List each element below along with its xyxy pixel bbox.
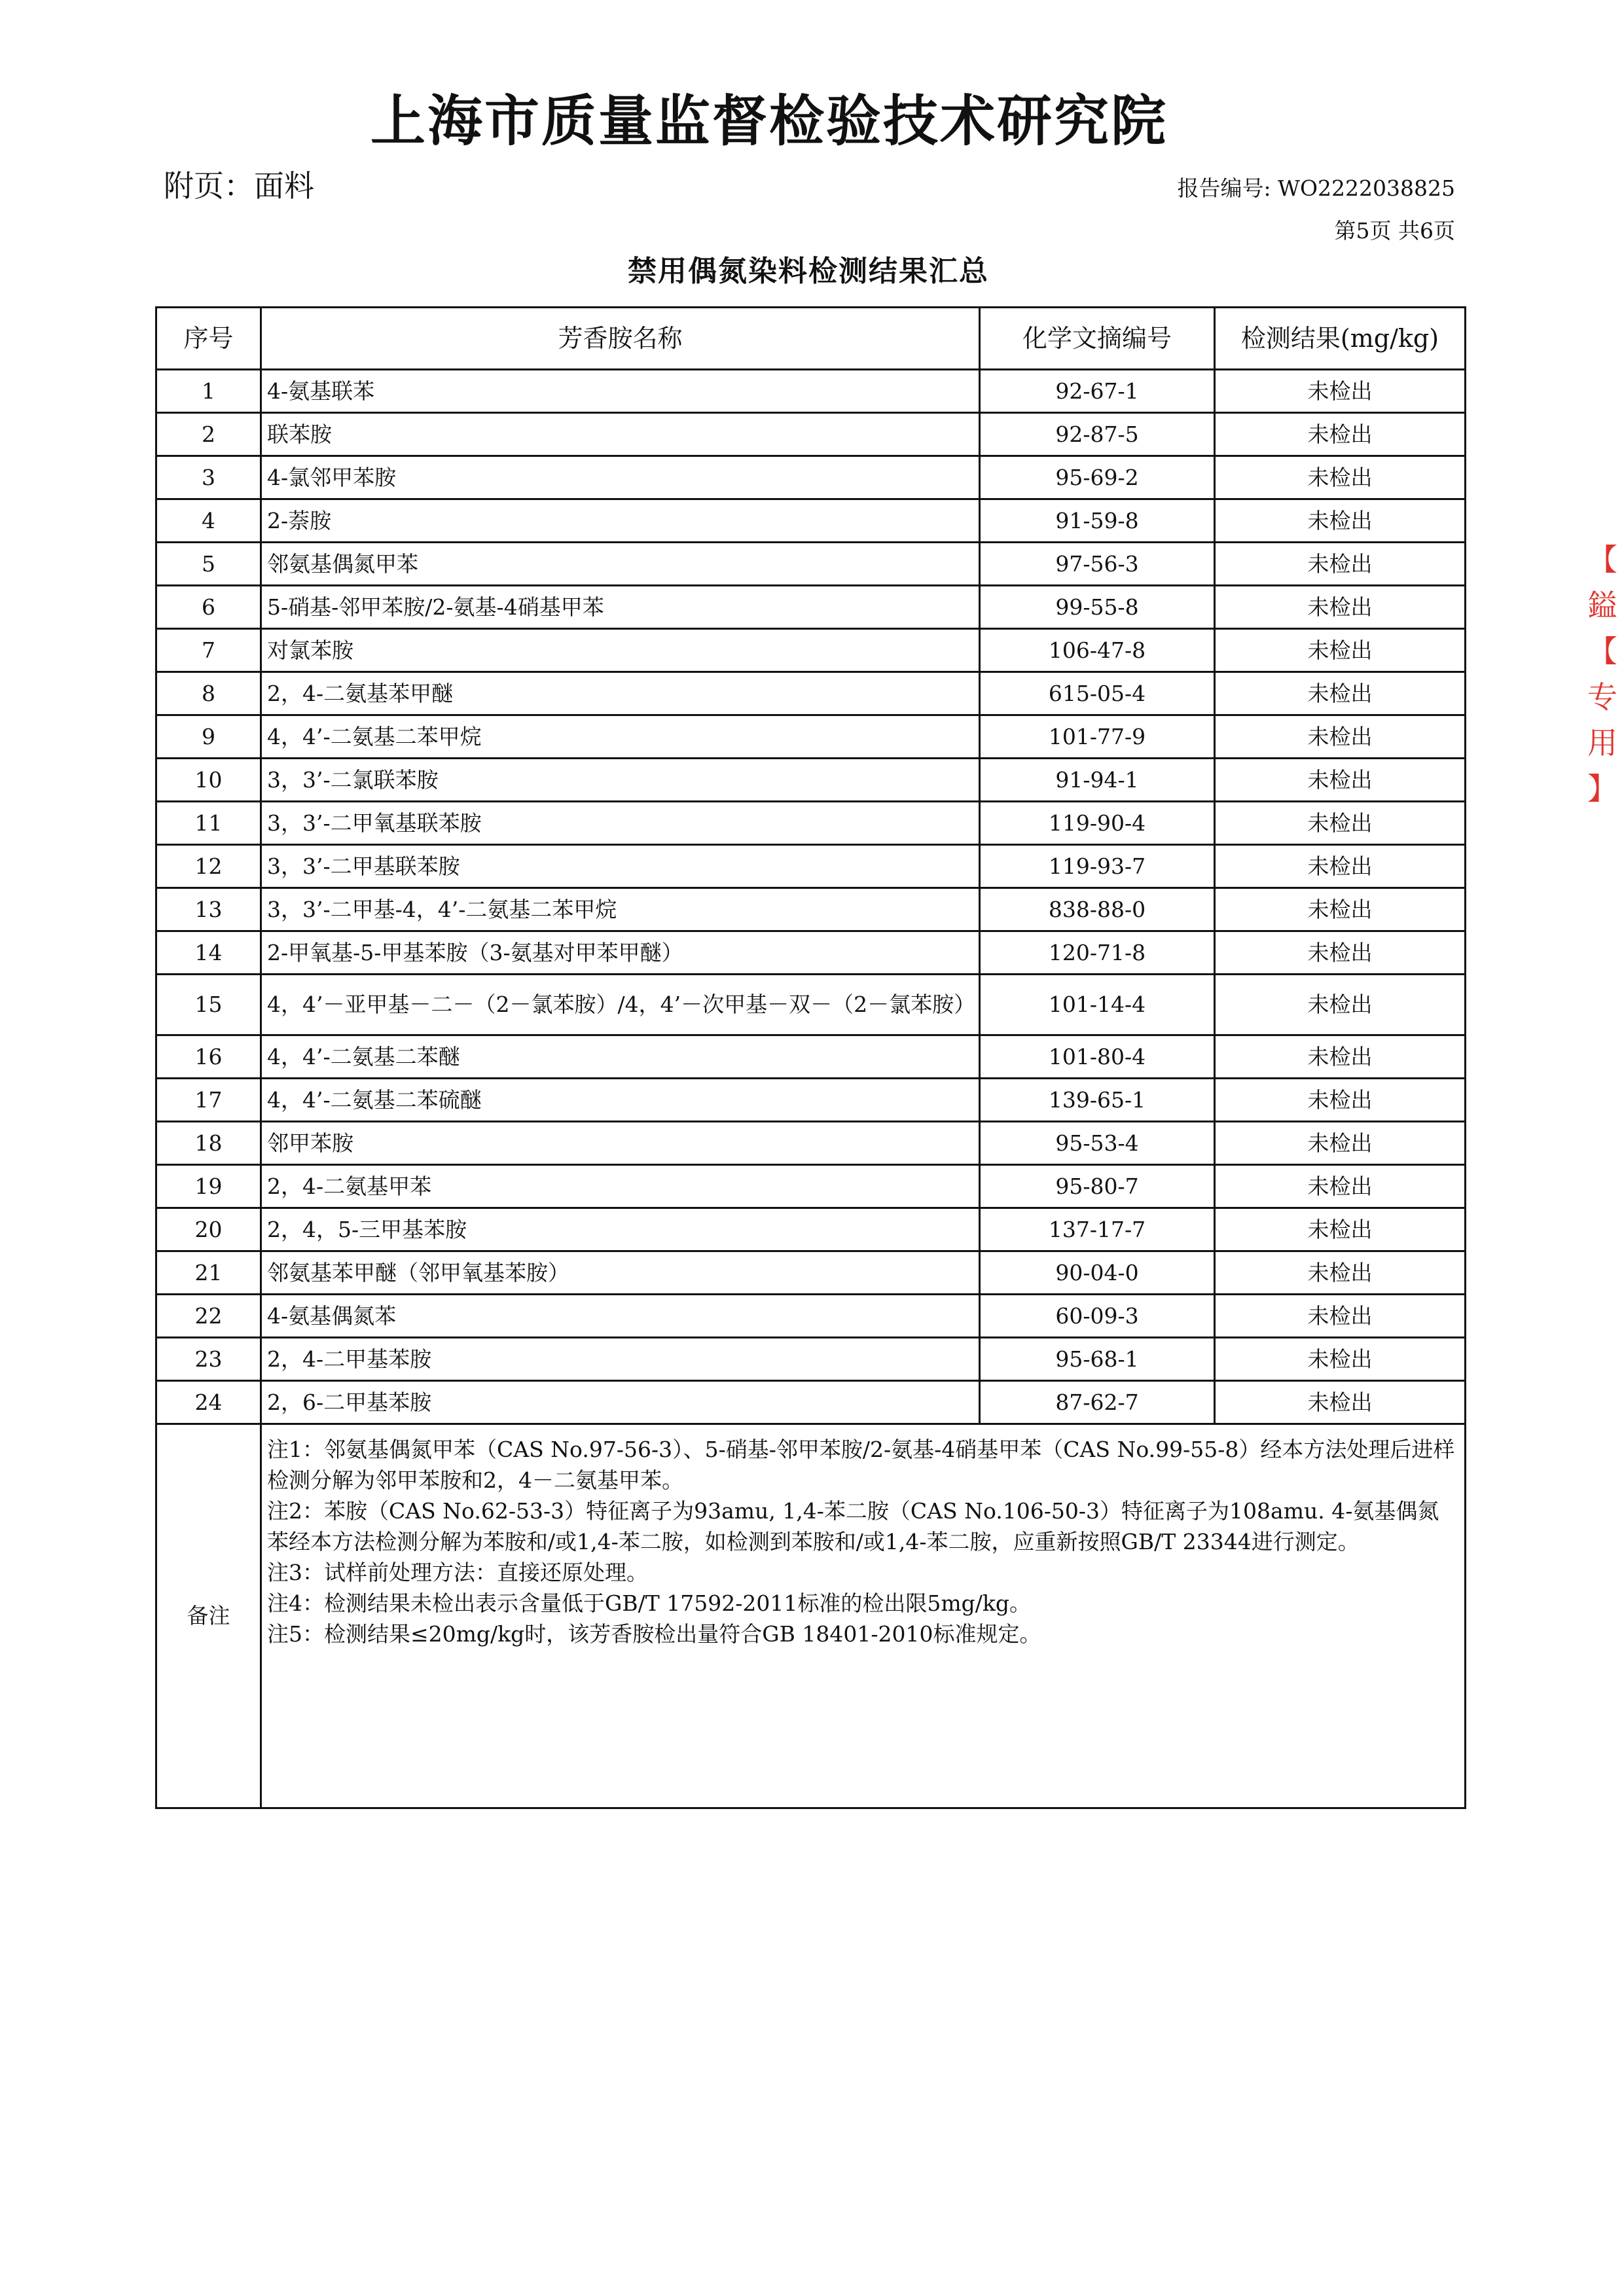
cell-no: 10 (156, 759, 261, 802)
table-row (156, 1079, 1466, 1122)
stamp-char: 专 (1587, 679, 1617, 715)
cell-name: 4-氯邻甲苯胺 (261, 456, 980, 499)
cell-result: 未检出 (1215, 1338, 1466, 1381)
cell-name: 4，4’－亚甲基－二－（2－氯苯胺）/4，4’－次甲基－双－（2－氯苯胺） (261, 975, 980, 1035)
attachment-label: 附页：面料 (164, 168, 314, 204)
report-number: 报告编号: WO2222038825 (1177, 175, 1455, 201)
cell-no: 9 (156, 715, 261, 759)
stamp-char: 【 (1587, 542, 1617, 577)
table-row (156, 759, 1466, 802)
cell-result: 未检出 (1215, 629, 1466, 672)
cell-result: 未检出 (1215, 1295, 1466, 1338)
table-row (156, 543, 1466, 586)
cell-result: 未检出 (1215, 499, 1466, 543)
cell-cas: 92-87-5 (980, 413, 1215, 456)
cell-no: 23 (156, 1338, 261, 1381)
cell-result: 未检出 (1215, 1208, 1466, 1251)
cell-no: 15 (156, 975, 261, 1035)
cell-no: 4 (156, 499, 261, 543)
cell-result: 未检出 (1215, 1165, 1466, 1208)
cell-cas: 119-90-4 (980, 802, 1215, 845)
table-row (156, 888, 1466, 931)
cell-result: 未检出 (1215, 715, 1466, 759)
cell-name: 2，4-二氨基甲苯 (261, 1165, 980, 1208)
cell-cas: 119-93-7 (980, 845, 1215, 888)
cell-no: 1 (156, 370, 261, 413)
table-row (156, 1338, 1466, 1381)
table-row (156, 456, 1466, 499)
cell-no: 17 (156, 1079, 261, 1122)
cell-result: 未检出 (1215, 456, 1466, 499)
note-item: 注5：检测结果≤20mg/kg时，该芳香胺检出量符合GB 18401-2010标准规定。 (267, 1621, 1041, 1647)
table-row (156, 1295, 1466, 1338)
cell-no: 14 (156, 931, 261, 975)
cell-result: 未检出 (1215, 759, 1466, 802)
cell-name: 2，4，5-三甲基苯胺 (261, 1208, 980, 1251)
page-number: 第5页 共6页 (1334, 218, 1455, 243)
cell-no: 18 (156, 1122, 261, 1165)
cell-name: 3，3’-二甲基联苯胺 (261, 845, 980, 888)
cell-name: 3，3’-二氯联苯胺 (261, 759, 980, 802)
cell-no: 21 (156, 1251, 261, 1295)
cell-cas: 95-68-1 (980, 1338, 1215, 1381)
col-header-no: 序号 (156, 308, 261, 370)
table-header-row (156, 308, 1466, 370)
notes-body (261, 1424, 1466, 1808)
table-row (156, 1208, 1466, 1251)
stamp-char: 【 (1587, 634, 1617, 669)
cell-no: 8 (156, 672, 261, 715)
cell-name: 2，4-二甲基苯胺 (261, 1338, 980, 1381)
note-item: 注1：邻氨基偶氮甲苯（CAS No.97-56-3）、5-硝基-邻甲苯胺/2-氨基-4硝基甲苯（CAS No.99-55-8）经本方法处理后进样检测分解为邻甲苯胺和2，4－二氨基甲苯。 (267, 1437, 1455, 1493)
table-title: 禁用偶氮染料检测结果汇总 (628, 255, 989, 288)
cell-no: 22 (156, 1295, 261, 1338)
table-row (156, 499, 1466, 543)
cell-name: 4，4’-二氨基二苯甲烷 (261, 715, 980, 759)
cell-no: 11 (156, 802, 261, 845)
cell-name: 4-氨基偶氮苯 (261, 1295, 980, 1338)
cell-cas: 101-77-9 (980, 715, 1215, 759)
note-item: 注3：试样前处理方法：直接还原处理。 (267, 1560, 648, 1585)
table-row (156, 975, 1466, 1035)
cell-cas: 615-05-4 (980, 672, 1215, 715)
notes-label: 备注 (156, 1424, 261, 1808)
cell-name: 3，3’-二甲氧基联苯胺 (261, 802, 980, 845)
cell-result: 未检出 (1215, 888, 1466, 931)
cell-cas: 97-56-3 (980, 543, 1215, 586)
stamp-char: 鎰 (1587, 588, 1617, 623)
cell-cas: 101-80-4 (980, 1035, 1215, 1079)
table-row (156, 1251, 1466, 1295)
cell-no: 20 (156, 1208, 261, 1251)
cell-result: 未检出 (1215, 931, 1466, 975)
cell-no: 2 (156, 413, 261, 456)
cell-result: 未检出 (1215, 975, 1466, 1035)
table-row (156, 586, 1466, 629)
table-row (156, 931, 1466, 975)
col-header-cas: 化学文摘编号 (980, 308, 1215, 370)
cell-cas: 838-88-0 (980, 888, 1215, 931)
table-row (156, 845, 1466, 888)
cell-cas: 91-59-8 (980, 499, 1215, 543)
cell-no: 16 (156, 1035, 261, 1079)
note-item: 注2：苯胺（CAS No.62-53-3）特征离子为93amu, 1,4-苯二胺（CAS No.106-50-3）特征离子为108amu. 4-氨基偶氮苯经本方法检测分解为苯胺和/或1,4-苯二胺，如检测到苯胺和/或1,4-苯二胺，应重新按照GB/T 23344进行测定。 (267, 1498, 1439, 1554)
cell-cas: 99-55-8 (980, 586, 1215, 629)
cell-cas: 87-62-7 (980, 1381, 1215, 1424)
cell-name: 4，4’-二氨基二苯硫醚 (261, 1079, 980, 1122)
cell-cas: 92-67-1 (980, 370, 1215, 413)
cell-cas: 137-17-7 (980, 1208, 1215, 1251)
cell-result: 未检出 (1215, 370, 1466, 413)
cell-cas: 95-69-2 (980, 456, 1215, 499)
org-title: 上海市质量监督检验技术研究院 (370, 88, 1168, 153)
table-row (156, 1165, 1466, 1208)
note-item: 注4：检测结果未检出表示含量低于GB/T 17592-2011标准的检出限5mg/kg。 (267, 1590, 1031, 1616)
cell-name: 邻氨基苯甲醚（邻甲氧基苯胺） (261, 1251, 980, 1295)
table-row (156, 629, 1466, 672)
col-header-name: 芳香胺名称 (261, 308, 980, 370)
cell-cas: 91-94-1 (980, 759, 1215, 802)
cell-result: 未检出 (1215, 1381, 1466, 1424)
table-row (156, 672, 1466, 715)
cell-result: 未检出 (1215, 1251, 1466, 1295)
cell-no: 7 (156, 629, 261, 672)
cell-name: 2，4-二氨基苯甲醚 (261, 672, 980, 715)
cell-cas: 60-09-3 (980, 1295, 1215, 1338)
table-row (156, 715, 1466, 759)
cell-cas: 139-65-1 (980, 1079, 1215, 1122)
cell-no: 13 (156, 888, 261, 931)
cell-cas: 95-53-4 (980, 1122, 1215, 1165)
table-row (156, 1381, 1466, 1424)
cell-no: 5 (156, 543, 261, 586)
cell-result: 未检出 (1215, 1079, 1466, 1122)
cell-no: 3 (156, 456, 261, 499)
cell-no: 12 (156, 845, 261, 888)
cell-cas: 95-80-7 (980, 1165, 1215, 1208)
red-seal-stamp (1587, 537, 1624, 812)
results-table-body (156, 308, 1466, 1808)
cell-name: 联苯胺 (261, 413, 980, 456)
table-row (156, 1122, 1466, 1165)
stamp-char: 用 (1587, 725, 1617, 761)
cell-name: 3，3’-二甲基-4，4’-二氨基二苯甲烷 (261, 888, 980, 931)
table-row (156, 370, 1466, 413)
notes-row (156, 1424, 1466, 1808)
cell-name: 2，6-二甲基苯胺 (261, 1381, 980, 1424)
cell-cas: 106-47-8 (980, 629, 1215, 672)
results-table (155, 306, 1466, 1809)
cell-no: 6 (156, 586, 261, 629)
cell-no: 24 (156, 1381, 261, 1424)
table-row (156, 802, 1466, 845)
table-row (156, 1035, 1466, 1079)
cell-name: 4，4’-二氨基二苯醚 (261, 1035, 980, 1079)
cell-result: 未检出 (1215, 1122, 1466, 1165)
cell-result: 未检出 (1215, 672, 1466, 715)
cell-cas: 120-71-8 (980, 931, 1215, 975)
cell-name: 4-氨基联苯 (261, 370, 980, 413)
cell-result: 未检出 (1215, 845, 1466, 888)
cell-cas: 90-04-0 (980, 1251, 1215, 1295)
cell-cas: 101-14-4 (980, 975, 1215, 1035)
col-header-result: 检测结果(mg/kg) (1215, 308, 1466, 370)
cell-name: 2-萘胺 (261, 499, 980, 543)
table-row (156, 413, 1466, 456)
cell-result: 未检出 (1215, 1035, 1466, 1079)
cell-result: 未检出 (1215, 543, 1466, 586)
cell-name: 对氯苯胺 (261, 629, 980, 672)
stamp-char: 】 (1587, 771, 1617, 806)
cell-result: 未检出 (1215, 586, 1466, 629)
cell-name: 2-甲氧基-5-甲基苯胺（3-氨基对甲苯甲醚） (261, 931, 980, 975)
cell-result: 未检出 (1215, 802, 1466, 845)
cell-no: 19 (156, 1165, 261, 1208)
cell-result: 未检出 (1215, 413, 1466, 456)
cell-name: 邻氨基偶氮甲苯 (261, 543, 980, 586)
cell-name: 5-硝基-邻甲苯胺/2-氨基-4硝基甲苯 (261, 586, 980, 629)
cell-name: 邻甲苯胺 (261, 1122, 980, 1165)
